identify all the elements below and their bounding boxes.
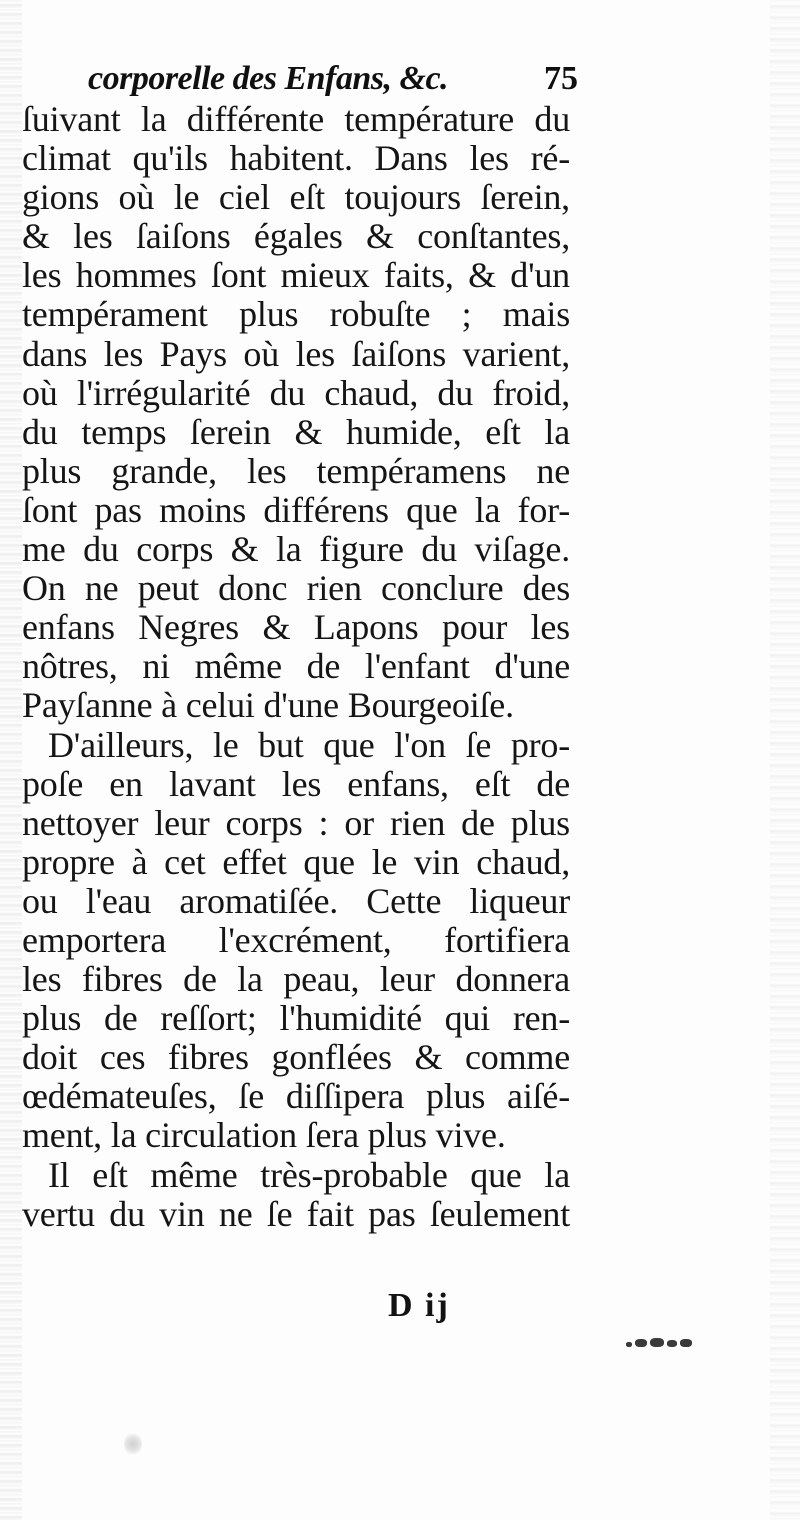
text-line: Payſanne à celui d'une Bourgeoiſe.: [22, 685, 514, 726]
text-line: les fibres de la peau, leur donnera: [22, 959, 570, 1000]
text-line: tempérament plus robuſte ; mais: [22, 294, 570, 335]
text-line: vertu du vin ne ſe fait pas ſeulement: [22, 1193, 570, 1234]
text-line: propre à cet effet que le vin chaud,: [22, 841, 570, 882]
signature-mark: D ij: [388, 1287, 450, 1324]
text-line: du temps ſerein & humide, eſt la: [22, 411, 570, 452]
text-line: les hommes ſont mieux faits, & d'un: [22, 255, 570, 296]
text-line: ſont pas moins différens que la for-: [22, 489, 570, 530]
paragraph-start-line: Il eſt même très-probable que la: [48, 1154, 570, 1195]
text-line: enfans Negres & Lapons pour les: [22, 607, 570, 648]
text-line: ou l'eau aromatiſée. Cette liqueur: [22, 880, 570, 921]
text-line: nettoyer leur corps : or rien de plus: [22, 802, 570, 843]
page-header: [88, 52, 578, 106]
text-line: nôtres, ni même de l'enfant d'une: [22, 646, 570, 687]
text-line: On ne peut donc rien conclure des: [22, 568, 570, 609]
text-line: ment, la circulation ſera plus vive.: [22, 1115, 506, 1156]
text-line: & les ſaiſons égales & conſtantes,: [22, 216, 570, 257]
page-number: 75: [544, 60, 578, 97]
text-line: emportera l'excrément, fortifiera: [22, 919, 570, 960]
text-line: me du corps & la figure du viſage.: [22, 529, 570, 570]
scan-left-edge: [0, 0, 22, 1520]
text-line: plus de reſſort; l'humidité qui ren-: [22, 998, 570, 1039]
text-line: dans les Pays où les ſaiſons varient,: [22, 333, 570, 374]
running-title: corporelle des Enfans, &c.: [88, 60, 449, 97]
scan-right-edge: [770, 0, 800, 1520]
body-text: [22, 100, 570, 1234]
text-line: doit ces fibres gonflées & comme: [22, 1037, 570, 1078]
text-line: œdémateuſes, ſe diſſipera plus aiſé-: [22, 1076, 570, 1117]
text-line: plus grande, les tempéramens ne: [22, 450, 570, 491]
paragraph-start-line: D'ailleurs, le but que l'on ſe pro-: [48, 724, 570, 765]
text-line: climat qu'ils habitent. Dans les ré-: [22, 138, 570, 179]
text-line: ſuivant la différente température du: [22, 99, 570, 139]
text-line: gions où le ciel eſt toujours ſerein,: [22, 177, 570, 218]
paper-smudge: [124, 1432, 142, 1456]
text-line: poſe en lavant les enfans, eſt de: [22, 763, 570, 804]
text-line: où l'irrégularité du chaud, du froid,: [22, 372, 570, 413]
ink-blot: [626, 1336, 694, 1350]
